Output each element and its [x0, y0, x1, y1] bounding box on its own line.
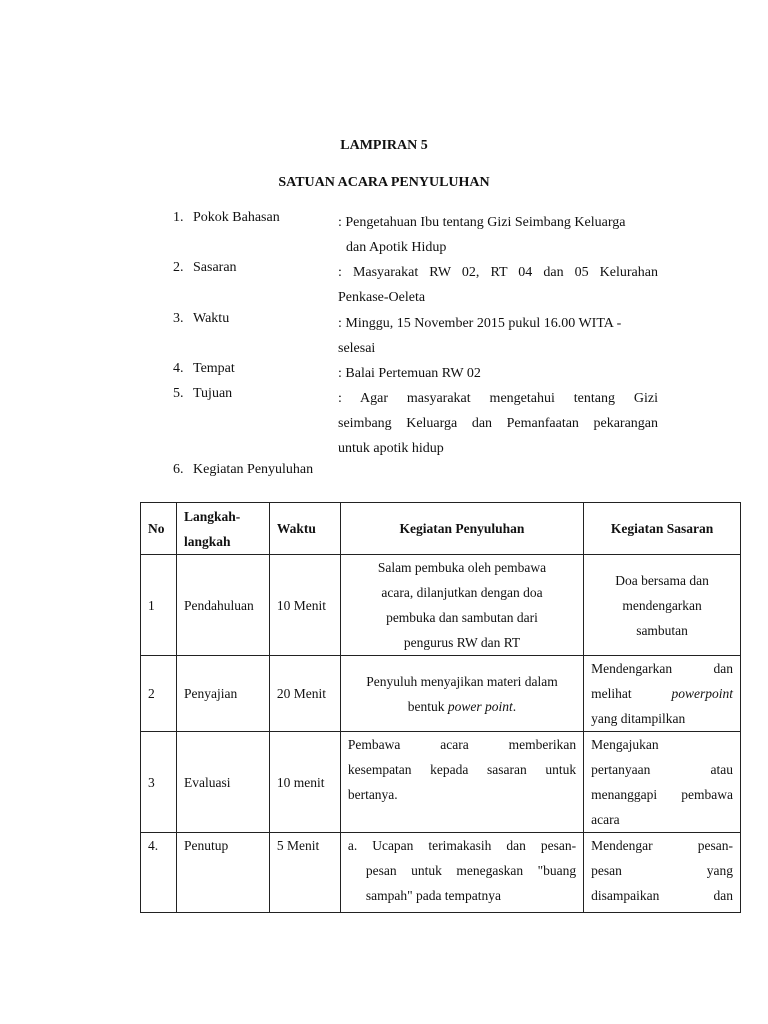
item-number: 4.: [173, 361, 184, 376]
cell-sasaran: Mengajukan pertanyaan atau menanggapi pembawa acara: [584, 732, 741, 833]
cell-sasaran: Mendengar pesan- pesan yang disampaikan dan: [584, 833, 741, 913]
cell-penyuluhan: Penyuluh menyajikan materi dalam bentuk power point.: [340, 656, 583, 732]
cell-langkah: Penyajian: [176, 656, 269, 732]
activity-table: [140, 502, 741, 913]
item-value: : Masyarakat RW 02, RT 04 dan 05 Kelurahan Penkase-Oeleta: [338, 265, 658, 305]
cell-no: 1: [141, 555, 177, 656]
cell-penyuluhan: Pembawa acara memberikan kesempatan kepada sasaran untuk bertanya.: [340, 732, 583, 833]
table-row: [141, 656, 741, 732]
cell-sasaran: Mendengarkan dan melihat powerpoint yang ditampilkan: [584, 656, 741, 732]
item-value: : Balai Pertemuan RW 02: [338, 366, 481, 381]
table-row: [141, 833, 741, 913]
cell-langkah: Evaluasi: [176, 732, 269, 833]
document-title: SATUAN ACARA PENYULUHAN: [278, 175, 490, 190]
header-kegiatan-sasaran: Kegiatan Sasaran: [584, 503, 741, 555]
item-value: : Agar masyarakat mengetahui tentang Gizi seimbang Keluarga dan Pemanfaatan pekarangan untuk apotik hidup: [338, 391, 658, 456]
cell-penyuluhan: a. Ucapan terimakasih dan pesan- pesan untuk menegaskan "buang sampah" pada tempatnya: [340, 833, 583, 913]
cell-waktu: 20 Menit: [269, 656, 340, 732]
item-number: 3.: [173, 311, 184, 326]
cell-no: 4.: [141, 833, 177, 913]
cell-waktu: 10 Menit: [269, 555, 340, 656]
cell-sasaran: Doa bersama dan mendengarkan sambutan: [584, 555, 741, 656]
item-value: : Pengetahuan Ibu tentang Gizi Seimbang Keluarga dan Apotik Hidup: [338, 215, 626, 255]
item-label: Sasaran: [193, 260, 237, 275]
item-number: 2.: [173, 260, 184, 275]
table-header-row: [141, 503, 741, 555]
table-row: [141, 732, 741, 833]
item-number: 1.: [173, 210, 184, 225]
item-label: Tempat: [193, 361, 235, 376]
item-label: Kegiatan Penyuluhan: [193, 462, 314, 477]
header-kegiatan-penyuluhan: Kegiatan Penyuluhan: [340, 503, 583, 555]
item-number: 5.: [173, 386, 184, 401]
item-label: Tujuan: [193, 386, 233, 401]
cell-langkah: Penutup: [176, 833, 269, 913]
cell-waktu: 10 menit: [269, 732, 340, 833]
item-label: Pokok Bahasan: [193, 210, 280, 225]
header-no: No: [141, 503, 177, 555]
header-waktu: Waktu: [269, 503, 340, 555]
cell-langkah: Pendahuluan: [176, 555, 269, 656]
item-value: : Minggu, 15 November 2015 pukul 16.00 WITA - selesai: [338, 316, 622, 356]
cell-no: 2: [141, 656, 177, 732]
table-row: [141, 555, 741, 656]
header-langkah: Langkah- langkah: [176, 503, 269, 555]
cell-waktu: 5 Menit: [269, 833, 340, 913]
cell-no: 3: [141, 732, 177, 833]
cell-penyuluhan: Salam pembuka oleh pembawa acara, dilanjutkan dengan doa pembuka dan sambutan dari pengurus RW dan RT: [340, 555, 583, 656]
item-label: Waktu: [193, 311, 230, 326]
item-number: 6.: [173, 462, 184, 477]
lampiran-heading: LAMPIRAN 5: [340, 138, 428, 153]
